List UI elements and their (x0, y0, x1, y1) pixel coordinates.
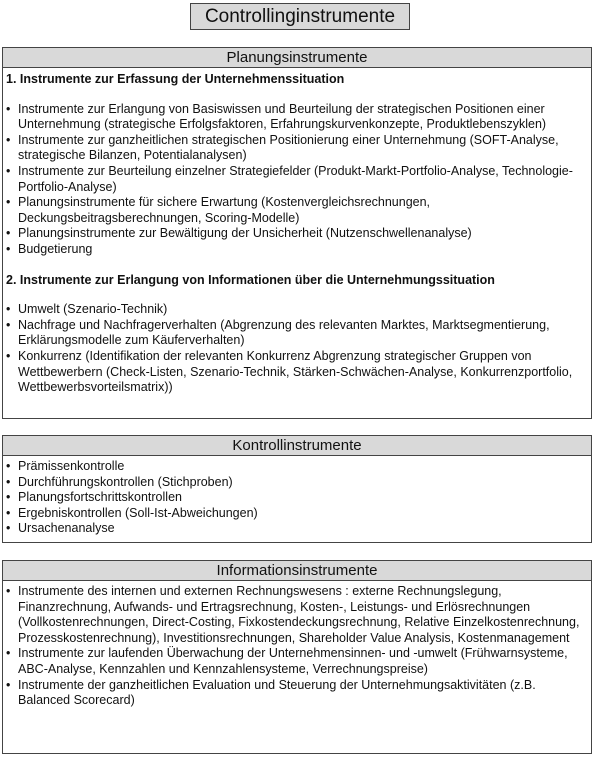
list-item: • Instrumente zur ganzheitlichen strategischen Positionierung einer Unternehmung (SOFT-Analyse, strategische Bilanzen, Potentialanalysen) (6, 133, 588, 164)
list-item: • Instrumente zur Beurteilung einzelner Strategiefelder (Produkt-Markt-Portfolio-Analyse, Technologie-Portfolio-Analyse) (6, 164, 588, 195)
planning-header: Planungsinstrumente (3, 48, 591, 68)
list-item: • Ergebniskontrollen (Soll-Ist-Abweichungen) (6, 506, 588, 522)
list-item: • Instrumente des internen und externen Rechnungswesens : externe Rechnungslegung, Finanzrechnung, Aufwands- und Ertragsrechnung, Kosten-, Leistungs- und Erlösrechnungen (Vollkostenrechnungen, Direct-Costing, Fixkostendeckungsrechnung, Relative Einzelkostenrechnung, Prozesskostenrechnung), Investitionsrechnungen, Shareholder Value Analysis, Kostenmanagement (6, 584, 588, 646)
list-item: • Instrumente zur laufenden Überwachung der Unternehmensinnen- und -umwelt (Frühwarnsysteme, ABC-Analyse, Kennzahlen und Kennzahlensysteme, Verrechnungspreise) (6, 646, 588, 677)
list-item: • Prämissenkontrolle (6, 459, 588, 475)
planning-group1-list (6, 102, 588, 258)
information-header: Informationsinstrumente (3, 561, 591, 581)
list-item: • Umwelt (Szenario-Technik) (6, 302, 588, 318)
list-item: • Planungsinstrumente zur Bewältigung der Unsicherheit (Nutzenschwellenanalyse) (6, 226, 588, 242)
list-item: • Planungsfortschrittskontrollen (6, 490, 588, 506)
list-item: • Konkurrenz (Identifikation der relevanten Konkurrenz Abgrenzung strategischer Gruppen von Wettbewerbern (Check-Listen, Szenario-Technik, Stärken-Schwächen-Analyse, Konkurrenzportfolio, Wettbewerbsvorteilsmatrix)) (6, 349, 588, 396)
list-item: • Ursachenanalyse (6, 521, 588, 537)
planning-group2-list (6, 302, 588, 396)
control-section (2, 435, 592, 543)
list-item: • Planungsinstrumente für sichere Erwartung (Kostenvergleichsrechnungen, Deckungsbeitragsberechnungen, Scoring-Modelle) (6, 195, 588, 226)
diagram-title: Controllinginstrumente (190, 3, 410, 30)
control-list (6, 459, 588, 537)
list-item: • Instrumente der ganzheitlichen Evaluation und Steuerung der Unternehmungsaktivitäten (z.B. Balanced Scorecard) (6, 678, 588, 709)
planning-group2-heading: 2. Instrumente zur Erlangung von Informationen über die Unternehmungssituation (6, 272, 495, 287)
control-header: Kontrollinstrumente (3, 436, 591, 456)
information-list (6, 584, 588, 709)
planning-section (2, 47, 592, 419)
information-section (2, 560, 592, 754)
list-item: • Durchführungskontrollen (Stichproben) (6, 475, 588, 491)
list-item: • Budgetierung (6, 242, 588, 258)
list-item: • Nachfrage und Nachfragerverhalten (Abgrenzung des relevanten Marktes, Marktsegmentierung, Erklärungsmodelle zum Käuferverhalten) (6, 318, 588, 349)
list-item: • Instrumente zur Erlangung von Basiswissen und Beurteilung der strategischen Positionen einer Unternehmung (strategische Erfolgsfaktoren, Erfahrungskurvenkonzepte, Produktlebenszyklen) (6, 102, 588, 133)
planning-group1-heading: 1. Instrumente zur Erfassung der Unternehmenssituation (6, 72, 345, 86)
